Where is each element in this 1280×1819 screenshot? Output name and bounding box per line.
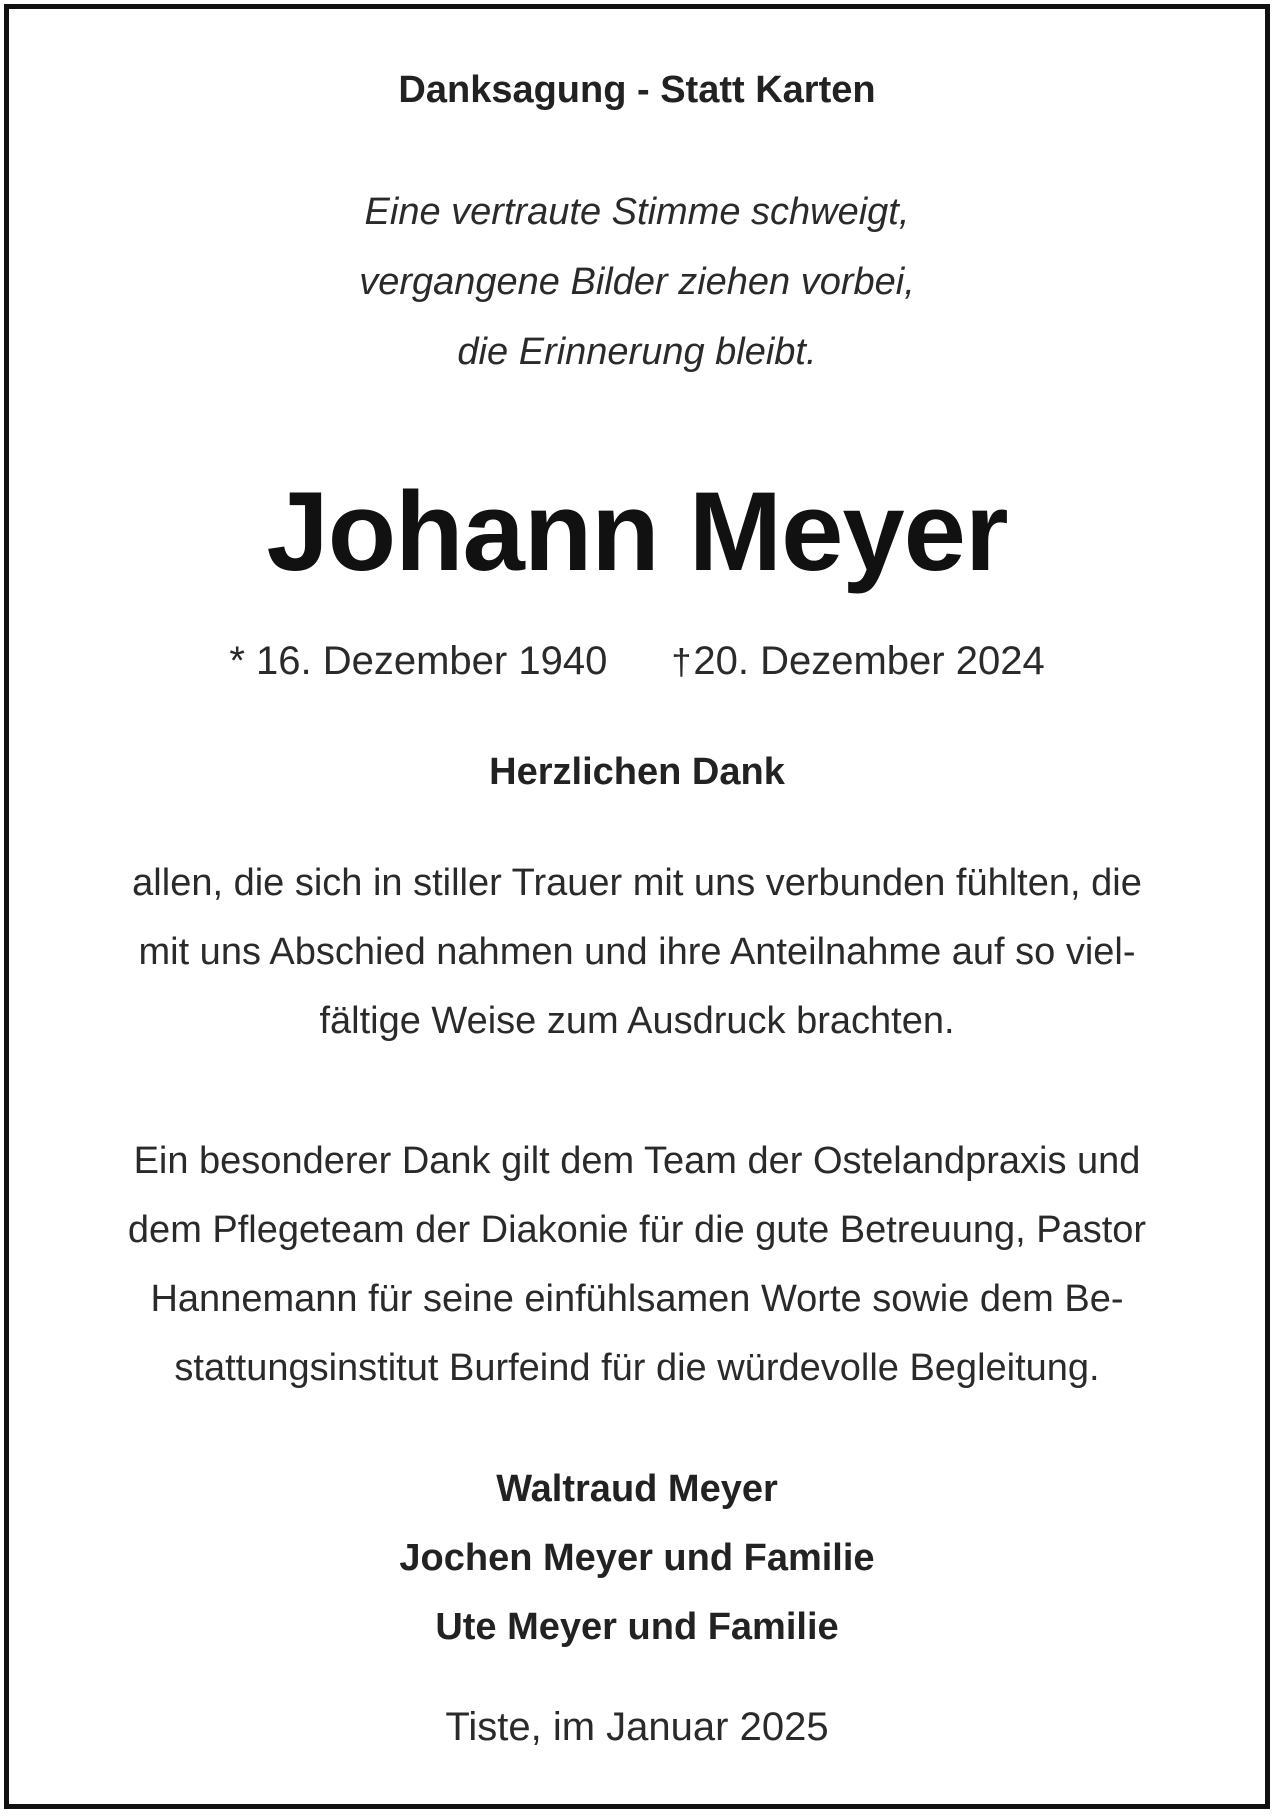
paragraph-line: stattungsinstitut Burfeind für die würdevolle Begleitung. bbox=[174, 1347, 1100, 1389]
signer: Jochen Meyer und Familie bbox=[399, 1537, 875, 1579]
paragraph-line: mit uns Abschied nahmen und ihre Anteilnahme auf so viel- bbox=[138, 931, 1136, 973]
place-date: Tiste, im Januar 2025 bbox=[445, 1705, 829, 1749]
life-dates bbox=[9, 639, 1265, 684]
signer: Ute Meyer und Familie bbox=[435, 1606, 839, 1648]
poem-line: Eine vertraute Stimme schweigt, bbox=[364, 191, 910, 233]
death-date: 20. Dezember 2024 bbox=[693, 639, 1045, 683]
deceased-name: Johann Meyer bbox=[266, 469, 1008, 594]
paragraph-line: dem Pflegeteam der Diakonie für die gute Betreuung, Pastor bbox=[127, 1209, 1147, 1251]
paragraph-line: fältige Weise zum Ausdruck brachten. bbox=[319, 1000, 955, 1042]
thanks-paragraph-2 bbox=[9, 1127, 1265, 1403]
birth-date: * 16. Dezember 1940 bbox=[229, 639, 608, 683]
paragraph-line: Ein besonderer Dank gilt dem Team der Ostelandpraxis und bbox=[133, 1140, 1141, 1182]
thanks-paragraph-1 bbox=[9, 849, 1265, 1056]
thanks-title: Herzlichen Dank bbox=[489, 751, 785, 793]
poem-line: vergangene Bilder ziehen vorbei, bbox=[359, 261, 915, 303]
signers bbox=[9, 1455, 1265, 1662]
paragraph-line: allen, die sich in stiller Trauer mit uns verbunden fühlten, die bbox=[132, 862, 1142, 904]
poem-line: die Erinnerung bleibt. bbox=[457, 331, 817, 373]
poem bbox=[9, 177, 1265, 387]
paragraph-line: Hannemann für seine einfühlsamen Worte sowie dem Be- bbox=[150, 1278, 1124, 1320]
signer: Waltraud Meyer bbox=[496, 1468, 778, 1510]
notice-header: Danksagung - Statt Karten bbox=[398, 69, 876, 111]
cross-icon: † bbox=[671, 641, 692, 682]
notice-frame bbox=[4, 4, 1270, 1809]
